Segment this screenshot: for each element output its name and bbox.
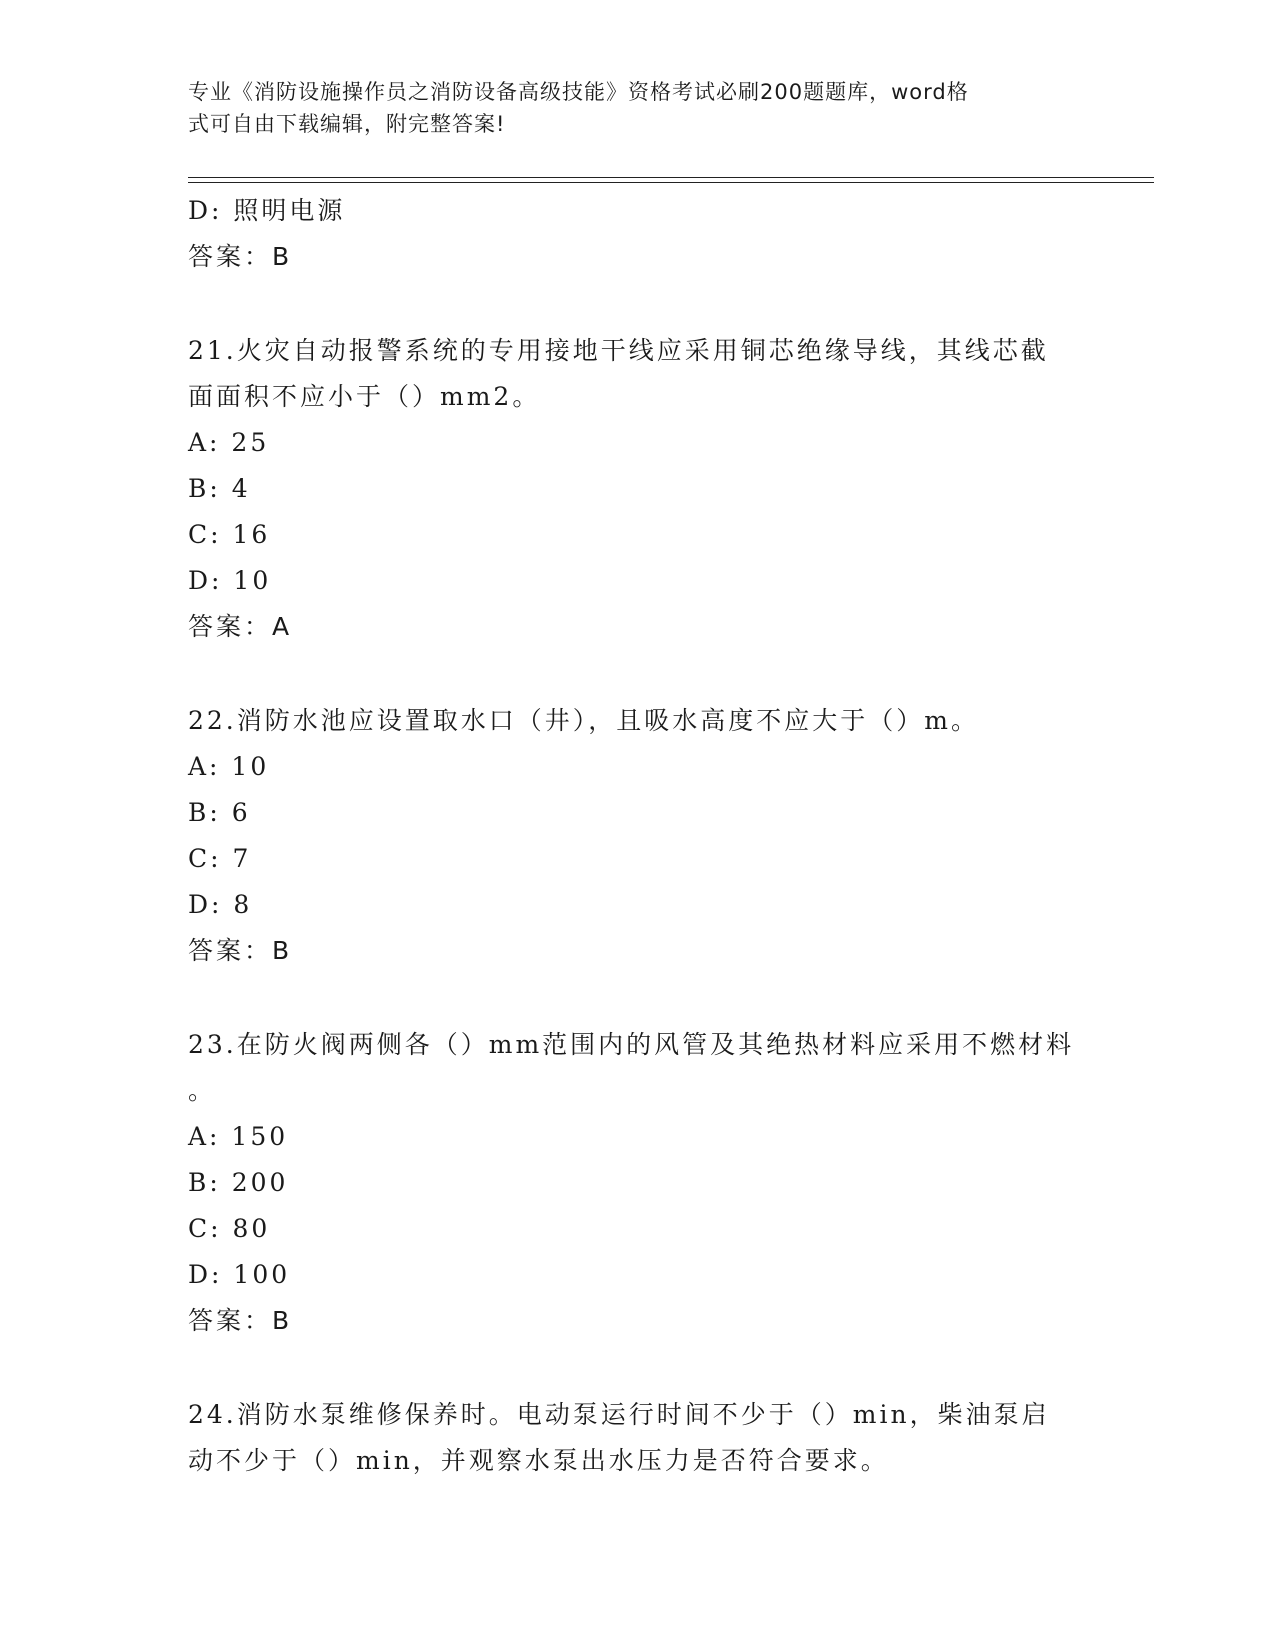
option-b: B: 200 bbox=[188, 1168, 289, 1197]
question-stem-line: 面面积不应小于（）mm2。 bbox=[188, 382, 541, 411]
option-b: B: 6 bbox=[188, 798, 251, 827]
option-a: A: 10 bbox=[188, 752, 270, 781]
previous-answer: 答案：B bbox=[188, 242, 293, 271]
option-b: B: 4 bbox=[188, 474, 251, 503]
question-21 bbox=[188, 328, 1088, 650]
question-stem-line: 21.火灾自动报警系统的专用接地干线应采用铜芯绝缘导线，其线芯截 bbox=[188, 336, 1049, 365]
header-divider-top bbox=[188, 177, 1154, 178]
question-23 bbox=[188, 1022, 1088, 1344]
option-c: C: 80 bbox=[188, 1214, 271, 1243]
header-line-1: 专业《消防设施操作员之消防设备高级技能》资格考试必刷200题题库，word格 bbox=[188, 80, 969, 104]
document-body bbox=[188, 188, 1088, 1484]
question-stem-line: 23.在防火阀两侧各（）mm范围内的风管及其绝热材料应采用不燃材料 bbox=[188, 1030, 1075, 1059]
question-stem-line: 22.消防水池应设置取水口（井），且吸水高度不应大于（）m。 bbox=[188, 706, 979, 735]
option-d: D: 10 bbox=[188, 566, 272, 595]
answer: 答案：B bbox=[188, 936, 293, 965]
option-c: C: 7 bbox=[188, 844, 252, 873]
option-a: A: 25 bbox=[188, 428, 270, 457]
spacer bbox=[188, 650, 1088, 698]
header-line-2: 式可自由下载编辑，附完整答案! bbox=[188, 112, 506, 136]
question-stem-line: 。 bbox=[188, 1076, 217, 1105]
answer: 答案：A bbox=[188, 612, 293, 641]
question-stem-line: 24.消防水泵维修保养时。电动泵运行时间不少于（）min，柴油泵启 bbox=[188, 1400, 1050, 1429]
spacer bbox=[188, 280, 1088, 328]
header-divider-bottom bbox=[188, 182, 1154, 183]
option-c: C: 16 bbox=[188, 520, 271, 549]
question-24 bbox=[188, 1392, 1088, 1484]
spacer bbox=[188, 1344, 1088, 1392]
document-header bbox=[188, 76, 1068, 140]
spacer bbox=[188, 974, 1088, 1022]
option-d: D: 8 bbox=[188, 890, 253, 919]
previous-option-d: D: 照明电源 bbox=[188, 196, 346, 225]
option-d: D: 100 bbox=[188, 1260, 291, 1289]
question-22 bbox=[188, 698, 1088, 974]
option-a: A: 150 bbox=[188, 1122, 289, 1151]
answer: 答案：B bbox=[188, 1306, 293, 1335]
question-stem-line: 动不少于（）min，并观察水泵出水压力是否符合要求。 bbox=[188, 1446, 889, 1475]
